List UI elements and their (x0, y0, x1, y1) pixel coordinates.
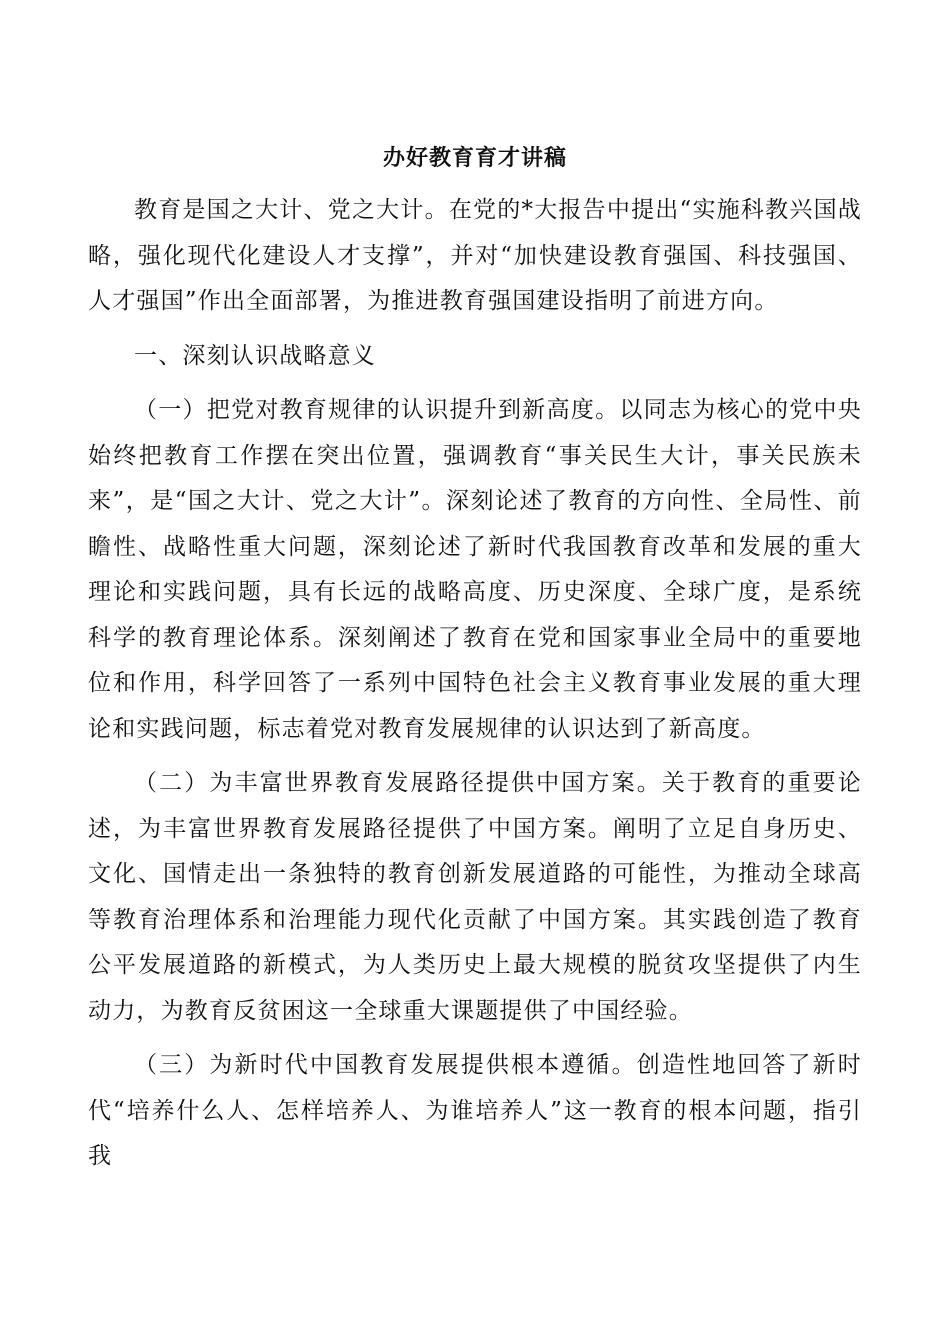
intro-paragraph: 教育是国之大计、党之大计。在党的*大报告中提出“实施科教兴国战略，强化现代化建设人才支撑”，并对“加快建设教育强国、科技强国、人才强国”作出全面部署，为推进教育强国建设指明了前进方向。 (88, 197, 862, 314)
paragraph-1: （一）把党对教育规律的认识提升到新高度。以同志为核心的党中央始终把教育工作摆在突出位置，强调教育“事关民生大计，事关民族未来”，是“国之大计、党之大计”。深刻论述了教育的方向性、全局性、前瞻性、战略性重大问题，深刻论述了新时代我国教育改革和发展的重大理论和实践问题，具有长远的战略高度、历史深度、全球广度，是系统科学的教育理论体系。深刻阐述了教育在党和国家事业全局中的重要地位和作用，科学回答了一系列中国特色社会主义教育事业发展的重大理论和实践问题，标志着党对教育发展规律的认识达到了新高度。 (88, 397, 862, 742)
document-page (88, 140, 862, 1189)
paragraph-3: （三）为新时代中国教育发展提供根本遵循。创造性地回答了新时代“培养什么人、怎样培养人、为谁培养人”这一教育的根本问题，指引我 (88, 1052, 862, 1169)
paragraph-2: （二）为丰富世界教育发展路径提供中国方案。关于教育的重要论述，为丰富世界教育发展路径提供了中国方案。阐明了立足自身历史、文化、国情走出一条独特的教育创新发展道路的可能性，为推动全球高等教育治理体系和治理能力现代化贡献了中国方案。其实践创造了教育公平发展道路的新模式，为人类历史上最大规模的脱贫攻坚提供了内生动力，为教育反贫困这一全球重大课题提供了中国经验。 (88, 770, 862, 1024)
document-title: 办好教育育才讲稿 (382, 145, 567, 171)
section-heading: 一、深刻认识战略意义 (134, 342, 376, 369)
